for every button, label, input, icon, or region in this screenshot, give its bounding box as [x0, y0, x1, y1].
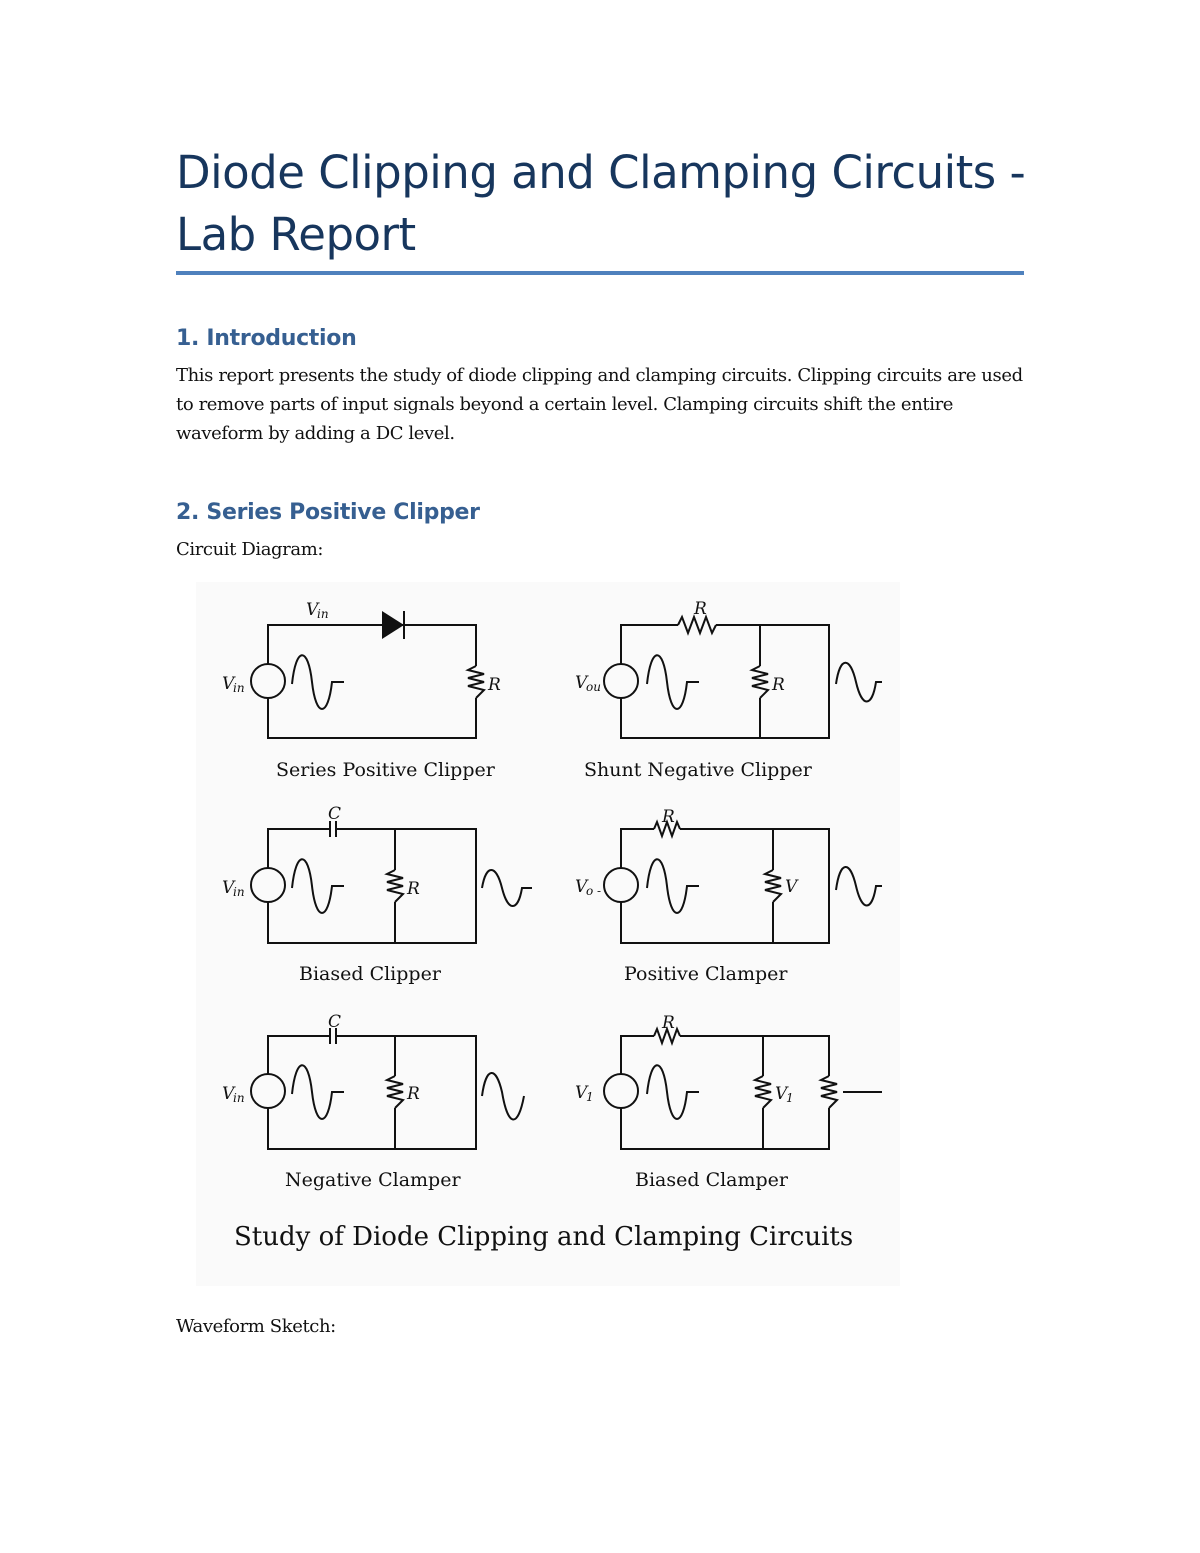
vo-subscript: o -	[586, 884, 602, 898]
resistor-label: R	[488, 675, 501, 695]
waveform-sketch-label: Waveform Sketch:	[176, 1316, 336, 1337]
v-label: V	[785, 877, 798, 897]
resistor-label: R	[407, 1084, 420, 1104]
caption-series-positive-clipper: Series Positive Clipper	[276, 759, 495, 781]
circuits-diagram	[196, 582, 900, 1286]
biased-clamper-circuit	[575, 1013, 882, 1191]
ac-source-icon	[604, 664, 638, 698]
resistor-icon	[387, 1076, 403, 1108]
vin-top-label: V	[306, 600, 319, 620]
negative-clamper-circuit	[222, 1012, 524, 1191]
v1-subscript: 1	[786, 1091, 794, 1105]
vo-label: V	[575, 877, 588, 897]
section-heading-introduction: 1. Introduction	[176, 326, 357, 351]
output-waveform-icon	[482, 1073, 524, 1120]
caption-biased-clipper: Biased Clipper	[299, 963, 441, 985]
resistor-icon	[468, 666, 484, 698]
section-heading-series-positive-clipper: 2. Series Positive Clipper	[176, 500, 480, 525]
capacitor-label: C	[328, 1012, 342, 1032]
vin-label: V	[222, 674, 235, 694]
caption-negative-clamper: Negative Clamper	[285, 1169, 461, 1191]
introduction-paragraph: This report presents the study of diode clipping and clamping circuits. Clipping circuits are used to remove parts of input signals beyond a certain level. Clamping circuits shift the entire waveform by adding a DC level.	[176, 365, 1023, 444]
resistor-icon	[387, 870, 403, 902]
capacitor-label: C	[328, 804, 342, 824]
caption-positive-clamper: Positive Clamper	[624, 963, 788, 985]
v1-label: V	[775, 1084, 788, 1104]
ac-source-icon	[251, 1074, 285, 1108]
shunt-negative-clipper-circuit	[575, 599, 882, 781]
circuit-diagram-label: Circuit Diagram:	[176, 539, 324, 560]
resistor-icon	[678, 617, 716, 633]
ac-source-icon	[251, 868, 285, 902]
v1-source-label: V	[575, 1083, 588, 1103]
diode-icon	[382, 611, 404, 639]
ac-source-icon	[604, 1074, 638, 1108]
vin-top-subscript: in	[317, 607, 329, 621]
ac-source-icon	[604, 868, 638, 902]
vin-label: V	[222, 878, 235, 898]
circuits-figure	[196, 582, 900, 1286]
caption-biased-clamper: Biased Clamper	[635, 1169, 789, 1191]
caption-shunt-negative-clipper: Shunt Negative Clipper	[584, 759, 812, 781]
resistor-label: R	[772, 675, 785, 695]
output-waveform-icon	[836, 663, 882, 702]
vin-subscript: in	[233, 681, 245, 695]
output-waveform-icon	[482, 870, 532, 906]
vin-label: V	[222, 1084, 235, 1104]
series-positive-clipper-circuit	[222, 600, 501, 781]
positive-clamper-circuit	[575, 807, 882, 985]
resistor-label-top: R	[694, 599, 707, 619]
resistor-label: R	[407, 879, 420, 899]
resistor-label-top: R	[662, 1013, 675, 1033]
title-underline	[176, 271, 1024, 275]
biased-clipper-circuit	[222, 804, 532, 985]
vin-subscript: in	[233, 1091, 245, 1105]
vou-subscript: ou	[586, 680, 601, 694]
vin-subscript: in	[233, 885, 245, 899]
figure-title: Study of Diode Clipping and Clamping Circuits	[234, 1222, 854, 1252]
ac-source-icon	[251, 664, 285, 698]
vou-label: V	[575, 673, 588, 693]
v1-source-subscript: 1	[586, 1090, 594, 1104]
output-waveform-icon	[836, 867, 882, 906]
resistor-label-top: R	[662, 807, 675, 827]
document-title: Diode Clipping and Clamping Circuits - Lab Report	[176, 146, 1026, 261]
